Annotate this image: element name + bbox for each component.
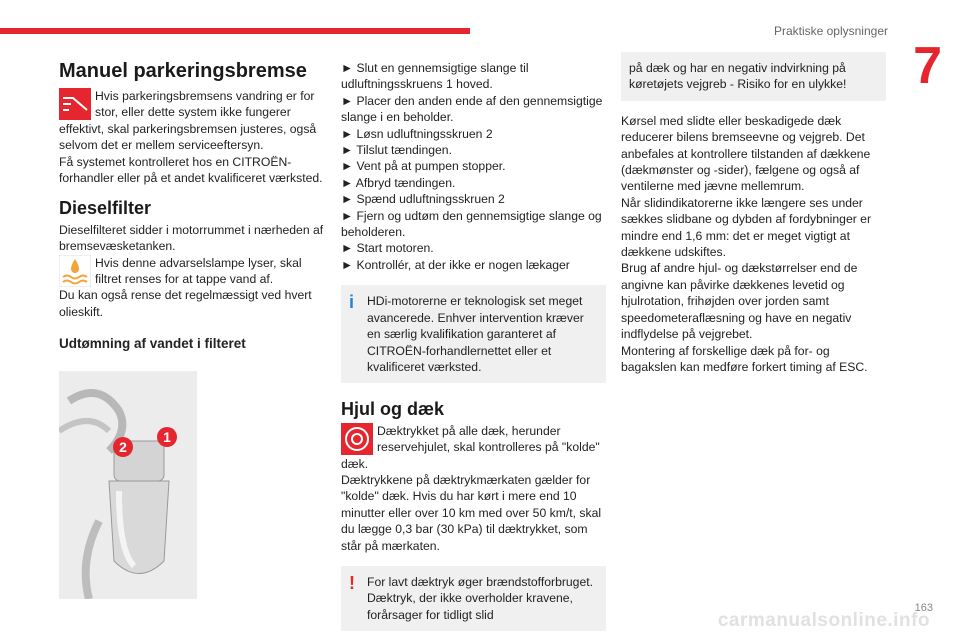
step-item: ► Fjern og udtøm den gennemsigtige slange og beholderen. [341, 208, 602, 240]
diesel-filter-image [59, 371, 197, 599]
page-number: 163 [914, 602, 933, 614]
column-2 [341, 60, 606, 643]
heading-parking-brake: Manuel parkeringsbremse [59, 60, 307, 82]
watermark: carmanualsonline.info [717, 610, 930, 631]
warning-note-continued-text: på dæk og har en negativ indvirkning på køretøjets vejgreb - Risiko for en ulykke! [629, 61, 847, 92]
tyre-size-text: Brug af andre hjul- og dækstørrelser end de angivne kan påvirke dækkenes levetid og hjulrotation, frihøjden over jorden samt speedometeraflæsning og have en negativ indflydelse på vejgrebet. [621, 261, 858, 342]
diesel-filter-warning [59, 255, 324, 288]
step-item: ► Vent på at pumpen stopper. [341, 159, 506, 174]
diesel-filter-warning-text: Hvis denne advarselslampe lyser, skal filtret renses for at tappe vand af. [95, 255, 302, 287]
diesel-filter-text: Dieselfilteret sidder i motorrummet i nærheden af bremsevæsketanken. [59, 222, 324, 254]
tyre-pressure-icon [341, 423, 373, 455]
water-in-fuel-icon [59, 255, 91, 287]
chapter-number: 7 [913, 37, 942, 95]
step-item: ► Løsn udluftningsskruen 2 [341, 126, 493, 141]
step-item: ► Start motoren. [341, 241, 434, 256]
step-item: ► Spænd udluftningsskruen 2 [341, 192, 505, 207]
info-note [341, 285, 606, 383]
parking-brake-warning-icon [59, 88, 91, 120]
info-note-text: HDi-motorerne er teknologisk set meget avancerede. Enhver intervention kræver en særlig kvalifikation garanteret af CITROËN-forhandlernettet eller et kvalificeret værksted. [367, 294, 584, 374]
step-item: ► Afbryd tændingen. [341, 175, 456, 190]
steps-list [341, 60, 606, 273]
top-accent-bar [0, 28, 470, 34]
warning-note [341, 566, 606, 631]
tyre-wear-text: Når slidindikatorerne ikke længere ses under sækkes slidbane og dybden af fordybninger er mindre end 1,6 mm: det er meget vigtigt at dækkene udskiftes. [621, 195, 871, 260]
heading-water-drain: Udtømning af vandet i filteret [59, 336, 246, 352]
step-item: ► Slut en gennemsigtige slange til udluftningsskruens 1 hoved. [341, 61, 529, 92]
column-3 [621, 52, 886, 375]
parking-brake-text-2: Få systemet kontrolleret hos en CITROËN-forhandler eller på et andet kvalificeret værksted. [59, 154, 323, 186]
callout-2: 2 [119, 438, 127, 455]
warning-note-continued [621, 52, 886, 101]
tyre-mount-text: Montering af forskellige dæk på for- og bagakslen kan medføre forkert timing af ESC. [621, 343, 868, 374]
heading-wheels-tyres: Hjul og dæk [341, 399, 444, 420]
parking-brake-text: Hvis parkeringsbremsens vandring er for stor, eller dette system ikke fungerer effektivt, skal parkeringsbremsen justeres, også selvom det er mellem serviceeftersyn. [59, 89, 317, 153]
step-item: ► Tilslut tændingen. [341, 143, 452, 158]
diesel-filter-text-2: Du kan også rense det regelmæssigt ved hvert olieskift. [59, 288, 312, 319]
warning-icon: ! [349, 572, 355, 593]
warning-note-text: For lavt dæktryk øger brændstofforbruget. Dæktryk, der ikke overholder kravene, forårsager for tidligt slid [367, 574, 594, 622]
info-icon: i [349, 292, 355, 313]
step-item: ► Placer den anden ende af den gennemsigtige slange i en beholder. [341, 93, 603, 125]
tyre-pressure-section [341, 423, 606, 472]
column-1 [59, 60, 324, 603]
tyre-pressure-text: Dæktrykket på alle dæk, herunder reservehjulet, skal kontrolleres på "kolde" dæk. [341, 423, 600, 471]
section-header: Praktiske oplysninger [773, 24, 888, 38]
callout-1: 1 [163, 428, 171, 445]
tyre-pressure-text-2: Dæktrykkene på dæktrykmærkaten gælder for "kolde" dæk. Hvis du har kørt i mere end 10 minutter eller over 10 km med over 50 km/t, skal du lægge 0,3 bar (30 kPa) til dæktrykket, som står på mærkaten. [341, 472, 602, 553]
tyre-condition-text: Kørsel med slidte eller beskadigede dæk reducerer bilens bremseevne og vejgreb. Det anbefales at kontrollere tilstanden af dækkene (dækmønster og -sider), fælgene og også af ventilerne med jævne mellemrum. [621, 113, 871, 194]
heading-diesel-filter: Dieselfilter [59, 198, 152, 219]
parking-brake-section [59, 88, 324, 186]
step-item: ► Kontrollér, at der ikke er nogen lækager [341, 257, 570, 272]
